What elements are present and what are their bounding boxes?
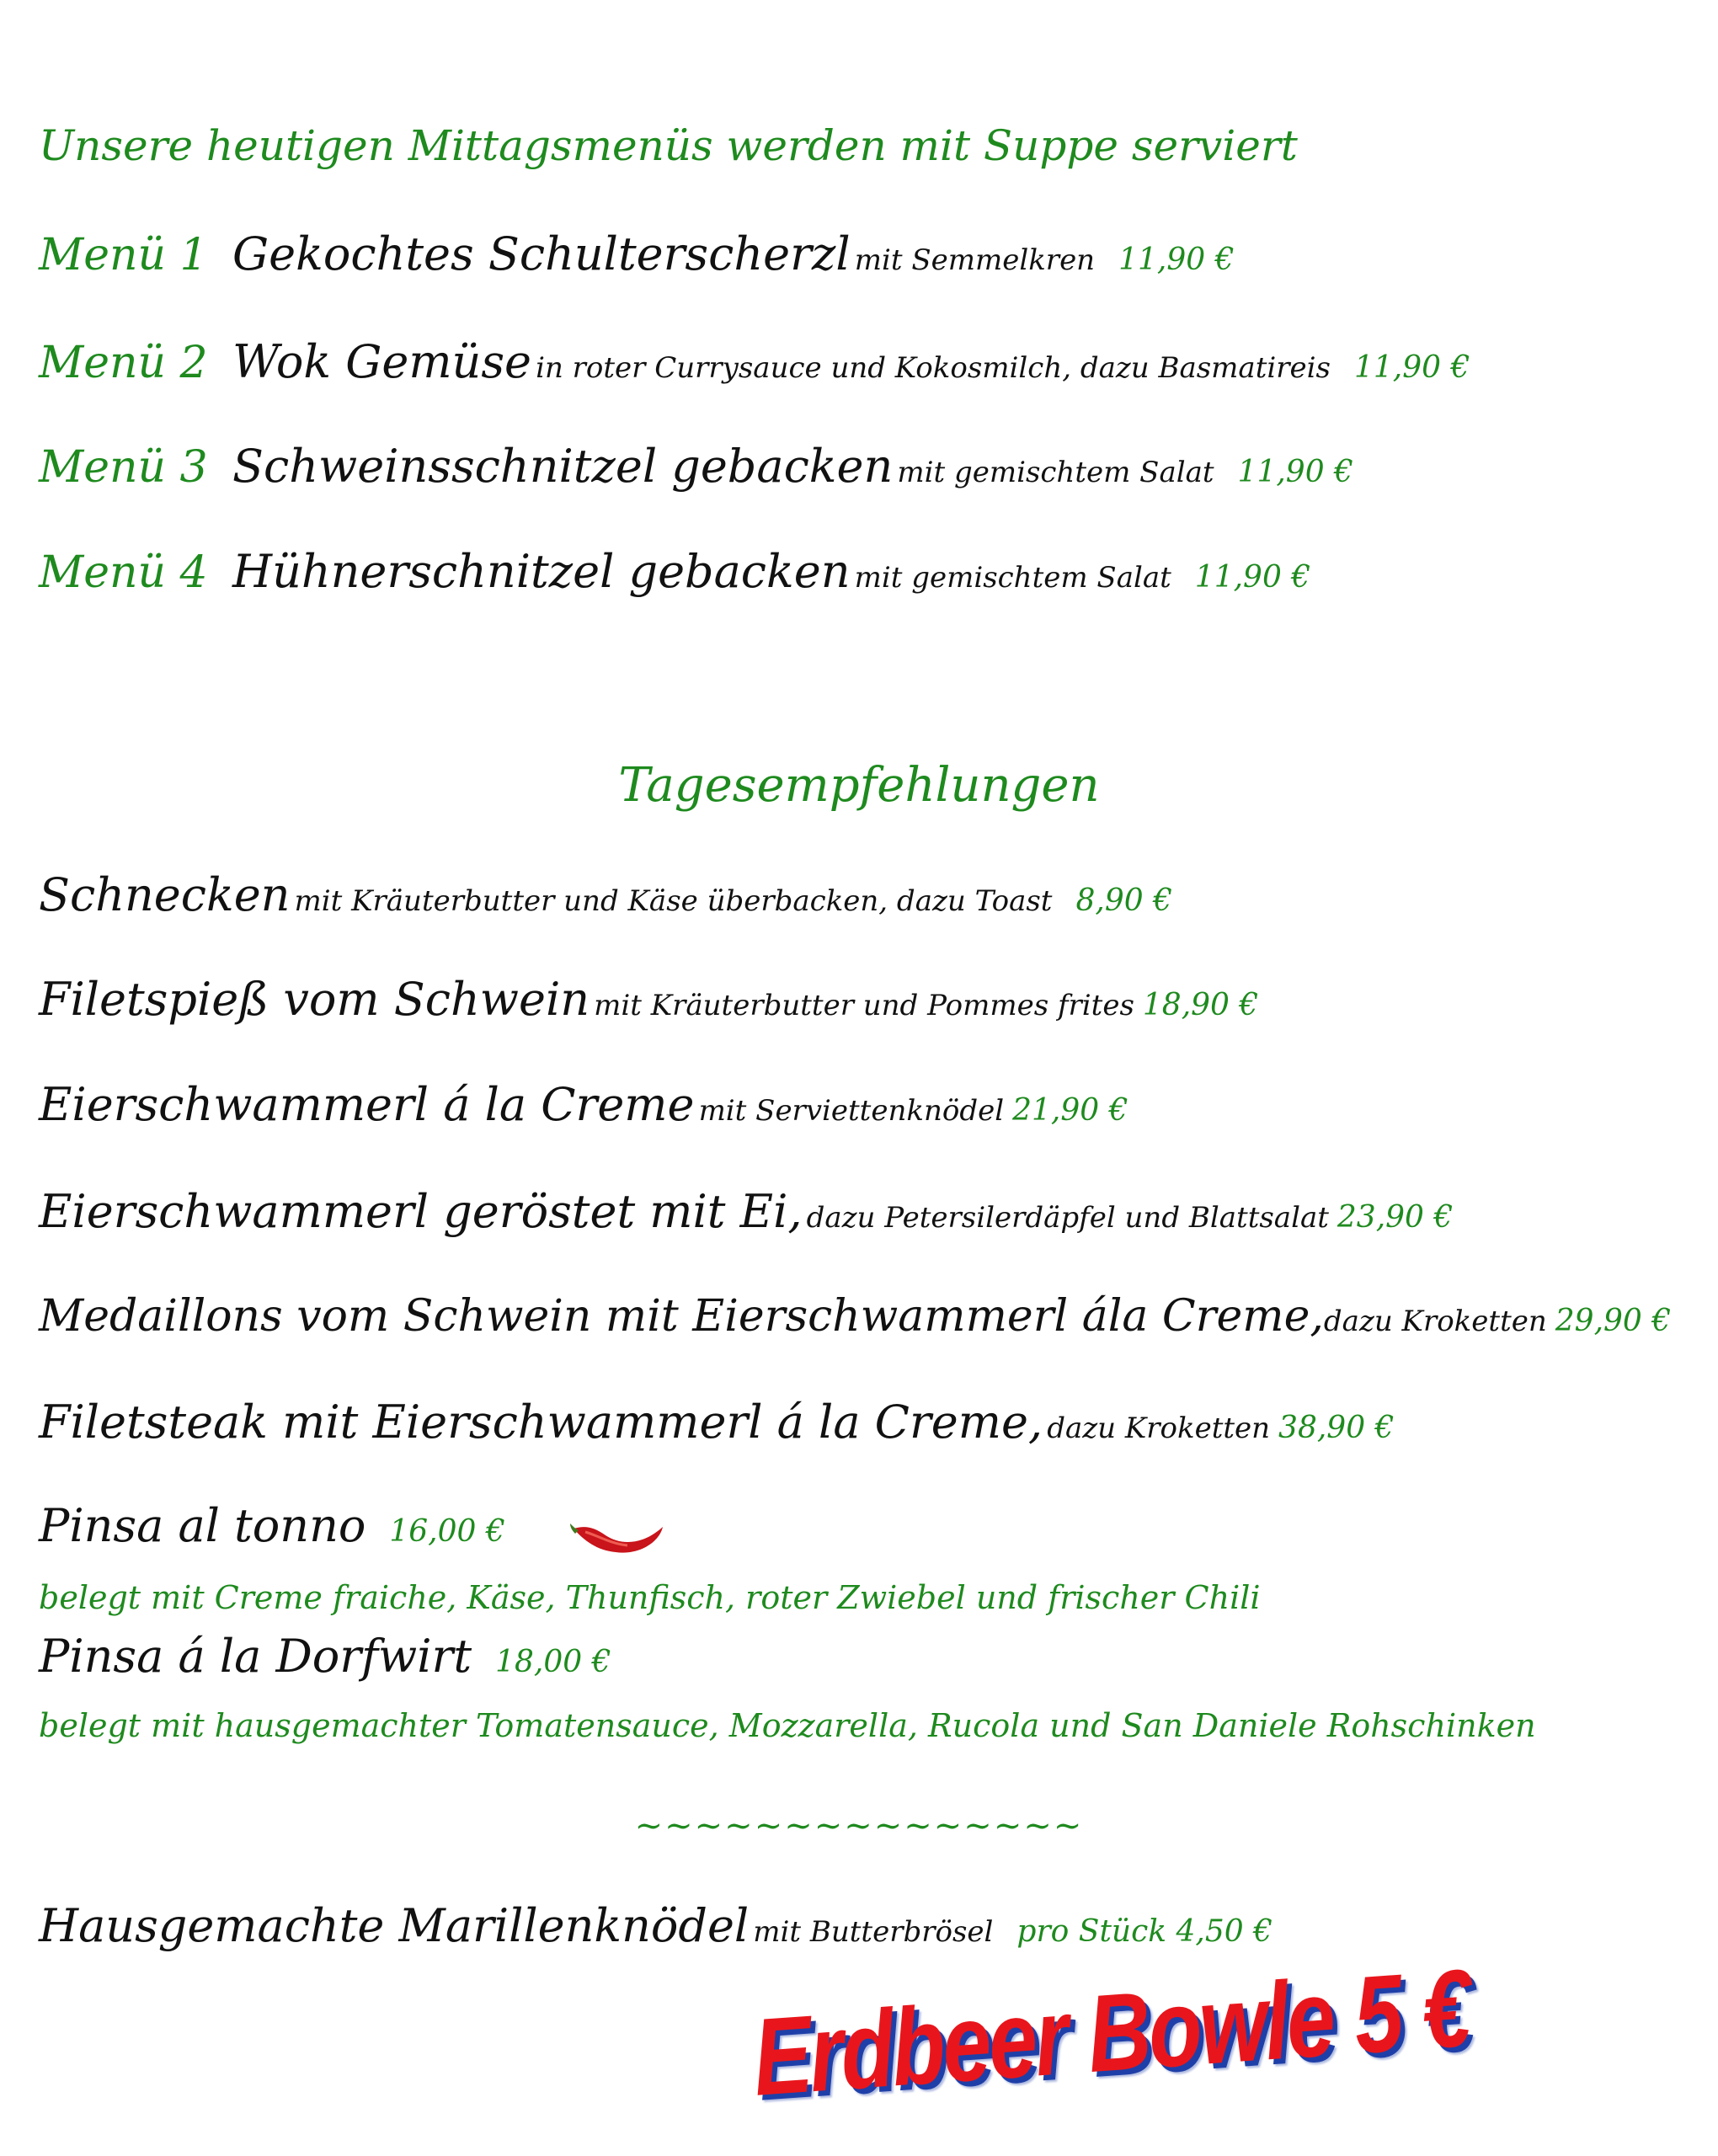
menu-item xyxy=(39,335,1470,388)
dish-name: Schnecken xyxy=(39,868,291,921)
dish-price: 8,90 € xyxy=(1075,883,1172,918)
dish-name: Eierschwammerl geröstet mit Ei, xyxy=(39,1185,803,1238)
promo-banner: Erdbeer Bowle 5 € xyxy=(749,1947,1473,2120)
dish-description: mit Semmelkren xyxy=(854,243,1096,277)
dish-price: 23,90 € xyxy=(1337,1200,1454,1235)
dish-name: Pinsa al tonno xyxy=(39,1499,366,1552)
menu-item xyxy=(39,227,1235,280)
dish-description: dazu Kroketten xyxy=(1047,1412,1271,1445)
dessert-item xyxy=(39,1899,1273,1952)
recommendation-item xyxy=(39,1185,1454,1238)
recommendation-item xyxy=(39,973,1259,1026)
pinsa-item xyxy=(39,1499,670,1558)
dish-name: Schweinsschnitzel gebacken xyxy=(232,440,894,493)
menu-item xyxy=(39,545,1311,598)
dish-description: in roter Currysauce und Kokosmilch, dazu Basmatireis xyxy=(536,351,1331,385)
recommendation-item xyxy=(39,1396,1395,1449)
divider: ~~~~~~~~~~~~~~~ xyxy=(634,1806,1084,1845)
dish-price: 11,90 € xyxy=(1237,455,1353,489)
dish-description: mit Kräuterbutter und Pommes frites xyxy=(594,989,1134,1022)
pinsa-description: belegt mit hausgemachter Tomatensauce, Mozzarella, Rucola und San Daniele Rohschinken xyxy=(39,1707,1536,1744)
recommendations-heading: Tagesempfehlungen xyxy=(618,758,1100,813)
menu-label: Menü 3 xyxy=(39,442,208,493)
dish-price: 11,90 € xyxy=(1194,560,1311,595)
dish-description: dazu Petersilerdäpfel und Blattsalat xyxy=(806,1201,1329,1235)
dish-description: mit gemischtem Salat xyxy=(897,456,1214,489)
dish-name: Medaillons vom Schwein mit Eierschwammerl ála Creme, xyxy=(39,1291,1324,1342)
dish-price: 11,90 € xyxy=(1118,243,1235,277)
recommendation-item xyxy=(39,868,1172,921)
dish-price: 21,90 € xyxy=(1012,1093,1128,1128)
dish-name: Pinsa á la Dorfwirt xyxy=(39,1630,472,1683)
menu-label: Menü 4 xyxy=(39,547,208,598)
pinsa-item xyxy=(39,1630,611,1683)
dish-name: Hausgemachte Marillenknödel xyxy=(39,1899,750,1952)
recommendation-item xyxy=(39,1291,1672,1342)
dish-price: 29,90 € xyxy=(1555,1304,1672,1338)
menu-label: Menü 2 xyxy=(39,338,208,388)
dish-price: 18,00 € xyxy=(495,1645,611,1679)
chili-pepper-icon xyxy=(568,1517,670,1558)
dish-description: mit Serviettenknödel xyxy=(698,1094,1005,1128)
dish-price: 18,90 € xyxy=(1142,988,1259,1022)
dish-name: Hühnerschnitzel gebacken xyxy=(232,545,851,598)
pinsa-description: belegt mit Creme fraiche, Käse, Thunfisch, roter Zwiebel und frischer Chili xyxy=(39,1579,1261,1616)
dish-description: mit Butterbrösel xyxy=(753,1915,994,1949)
dish-name: Filetspieß vom Schwein xyxy=(39,973,590,1026)
dish-price: 11,90 € xyxy=(1353,350,1470,385)
dish-price: 16,00 € xyxy=(389,1514,505,1549)
dish-price: pro Stück 4,50 € xyxy=(1016,1914,1273,1949)
dish-price: 38,90 € xyxy=(1278,1411,1395,1445)
recommendation-item xyxy=(39,1078,1128,1131)
dish-description: mit gemischtem Salat xyxy=(854,561,1171,595)
dish-name: Eierschwammerl á la Creme xyxy=(39,1078,695,1131)
menu-label: Menü 1 xyxy=(39,230,208,280)
dish-description: mit Kräuterbutter und Käse überbacken, dazu Toast xyxy=(294,884,1053,918)
dish-name: Gekochtes Schulterscherzl xyxy=(232,227,851,280)
dish-name: Filetsteak mit Eierschwammerl á la Creme, xyxy=(39,1396,1043,1449)
dish-name: Wok Gemüse xyxy=(232,335,531,388)
intro-text: Unsere heutigen Mittagsmenüs werden mit Suppe serviert xyxy=(39,121,1298,170)
dish-description: dazu Kroketten xyxy=(1323,1305,1547,1338)
menu-item xyxy=(39,440,1353,493)
